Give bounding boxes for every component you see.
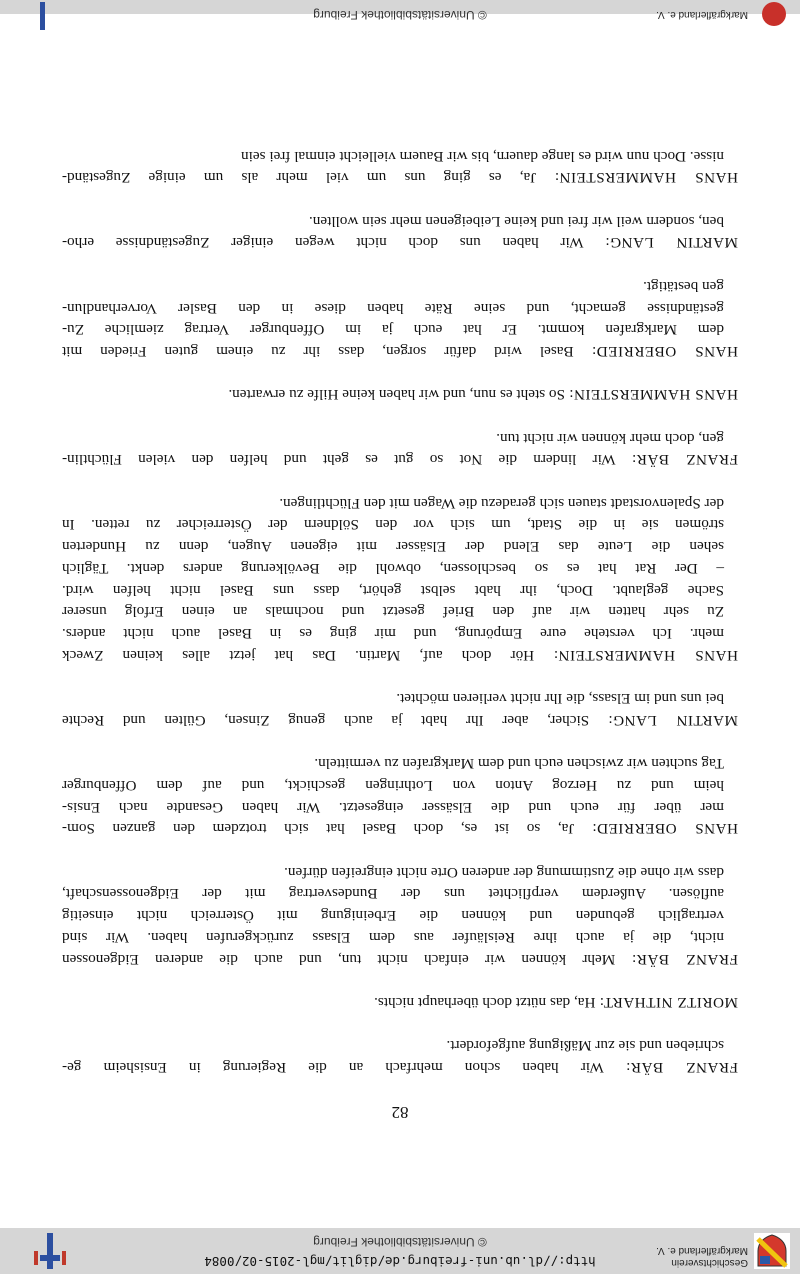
text-line: [62, 709, 738, 731]
speaker-name: FRANZ BÄR:: [631, 950, 738, 968]
footer-publisher: Markgräflerland e. V.: [656, 9, 748, 20]
dialogue-text: [62, 123, 738, 1078]
publisher-line-1: Geschichtsverein: [671, 1257, 748, 1268]
text-line: [62, 167, 738, 189]
dialogue-paragraph: [62, 753, 738, 840]
text-line: nicht, die ja auch ihre Reisläufer aus dem Elsass zurückgerufen haben. Wir sind: [62, 928, 724, 946]
speech-text: Ja, es ging uns um viel mehr als um einige Zugeständ-: [62, 169, 537, 187]
text-line: gen, doch mehr können wir nicht tun.: [496, 429, 724, 447]
speech-text: Ha, das nützt doch überhaupt nichts.: [374, 993, 596, 1011]
speaker-name: MARTIN LANG:: [604, 234, 738, 252]
text-line: Sache geglaubt. Doch, ihr habt selbst gehört, dass uns Basel nicht helfen wird.: [62, 581, 724, 599]
speaker-name: MARTIN LANG:: [607, 711, 738, 729]
permalink-url[interactable]: http://dl.ub.uni-freiburg.de/diglit/mgl-2015-02/0084: [204, 1254, 596, 1269]
speaker-name: HANS HAMMERSTEIN:: [568, 386, 738, 404]
dialogue-paragraph: [62, 384, 738, 406]
dialogue-paragraph: [62, 1035, 738, 1078]
text-line: [62, 384, 738, 406]
text-line: heim und zu Herzog Anton von Lothringen geschickt, und auf dem Offenburger: [62, 776, 724, 794]
page-number: 82: [391, 1103, 409, 1122]
text-line: mer über für euch und die Elsässer eingesetzt. Wir haben Gesandte nach Ensis-: [62, 798, 724, 816]
text-line: gen bestätigt.: [643, 277, 724, 295]
text-line: [62, 340, 738, 362]
text-line: [62, 991, 738, 1013]
speech-text: Wir haben schon mehrfach an die Regierung in Ensisheim ge-: [62, 1059, 604, 1076]
speaker-name: HANS OBERRIED:: [591, 820, 738, 838]
publisher-credit: [598, 1244, 748, 1268]
text-line: Tag suchten wir zwischen euch und dem Markgrafen zu vermitteln.: [314, 755, 724, 773]
text-line: strömen sie in die Stadt, um sich vor den Söldnern der Österreicher zu retten. In: [62, 516, 724, 534]
text-line: [62, 948, 738, 970]
speaker-name: MORITZ NITHART:: [599, 993, 738, 1011]
header-bar: [0, 1228, 800, 1274]
speech-text: Ja, so ist es, doch Basel hat sich trotzdem den ganzen Som-: [61, 820, 575, 838]
speech-text: Hör doch auf, Martin. Das hat jetzt alles keinen Zweck: [62, 646, 535, 664]
text-line: [62, 232, 738, 254]
text-line: dem Markgrafen kommt. Er hat euch ja im Offenburger Vertrag ziemliche Zu-: [62, 321, 724, 339]
speech-text: Sicher, aber Ihr habt ja auch genug Zinsen, Gülten und Rechte: [61, 711, 590, 729]
publisher-line-2: Markgräflerland e. V.: [656, 1245, 748, 1256]
dialogue-paragraph: [62, 275, 738, 362]
dialogue-paragraph: [62, 861, 738, 970]
speaker-name: HANS HAMMERSTEIN:: [554, 169, 738, 187]
text-line: – Der Rat hat es so beschlossen, obwohl die Bevölkerung anders denkt. Täglich: [62, 559, 724, 577]
speaker-name: HANS OBERRIED:: [591, 342, 738, 360]
text-line: [62, 449, 738, 471]
dialogue-paragraph: [62, 427, 738, 470]
text-line: [62, 818, 738, 840]
dialogue-paragraph: [62, 145, 738, 188]
speech-text: Wir haben uns doch nicht wegen einiger Zugeständnisse erho-: [62, 234, 584, 252]
text-line: nisse. Doch nun wird es lange dauern, bis wir Bauern vielleicht einmal frei sein: [241, 147, 724, 165]
text-line: [62, 644, 738, 666]
text-line: bei uns und im Elsass, die Ihr nicht verlieren möchtet.: [396, 690, 724, 708]
text-line: sehen die Leute das Elend der Elsässer mit eigenen Augen, denn zu Hunderten: [62, 538, 724, 556]
text-line: ben, sondern weil wir frei und keine Leibeigenen mehr sein wollten.: [309, 212, 724, 230]
university-library-logo: [30, 1231, 70, 1271]
text-line: dass wir ohne die Zustimmung der anderen Orte nicht eingreifen dürfen.: [284, 863, 724, 881]
library-copyright: © Universitätsbibliothek Freiburg: [313, 1235, 487, 1249]
speaker-name: FRANZ BÄR:: [631, 451, 738, 469]
coat-of-arms-logo: [754, 1233, 790, 1269]
dialogue-paragraph: [62, 991, 738, 1013]
text-line: auflösen. Außerdem verpflichtet uns der Bundesvertrag mit der Eidgenossenschaft,: [62, 885, 724, 903]
footer-copyright: © Universitätsbibliothek Freiburg: [313, 8, 487, 22]
dialogue-paragraph: [62, 492, 738, 666]
text-line: mehr. Ich verstehe eure Empörung, und mir ging es in Basel auch nicht anders.: [62, 625, 724, 643]
speaker-name: HANS HAMMERSTEIN:: [553, 646, 738, 664]
dialogue-paragraph: [62, 210, 738, 253]
speech-text: Mehr können wir einfach nicht tun, und auch die anderen Eidgenossen: [62, 950, 616, 968]
dialogue-paragraph: [62, 687, 738, 730]
speech-text: Wir lindern die Not so gut es geht und helfen den vielen Flüchtlin-: [62, 451, 616, 469]
speaker-name: FRANZ BÄR:: [625, 1059, 738, 1076]
text-line: Zu sehr hatten wir auf den Brief gesetzt und nochmals an einen Erfolg unserer: [62, 603, 724, 621]
speech-text: So steht es nun, und wir haben keine Hilfe zu erwarten.: [228, 386, 565, 404]
text-line: vertraglich gebunden und können die Erbeinigung mit Österreich nicht einseitig: [62, 907, 724, 925]
footer-bar: [0, 0, 800, 22]
footer-library-logo-icon: [30, 2, 54, 30]
text-line: [62, 1056, 738, 1078]
text-line: der Spalenvorstadt stauen sich geradezu die Wagen mit den Flüchtlingen.: [279, 494, 724, 512]
text-line: schrieben und sie zur Mäßigung aufgefordert.: [446, 1037, 724, 1055]
speech-text: Basel wird dafür sorgen, dass ihr zu einem guten Frieden mit: [61, 342, 574, 360]
text-line: geständnisse gemacht, und seine Räte haben diese in den Basler Vorverhandlun-: [62, 299, 724, 317]
